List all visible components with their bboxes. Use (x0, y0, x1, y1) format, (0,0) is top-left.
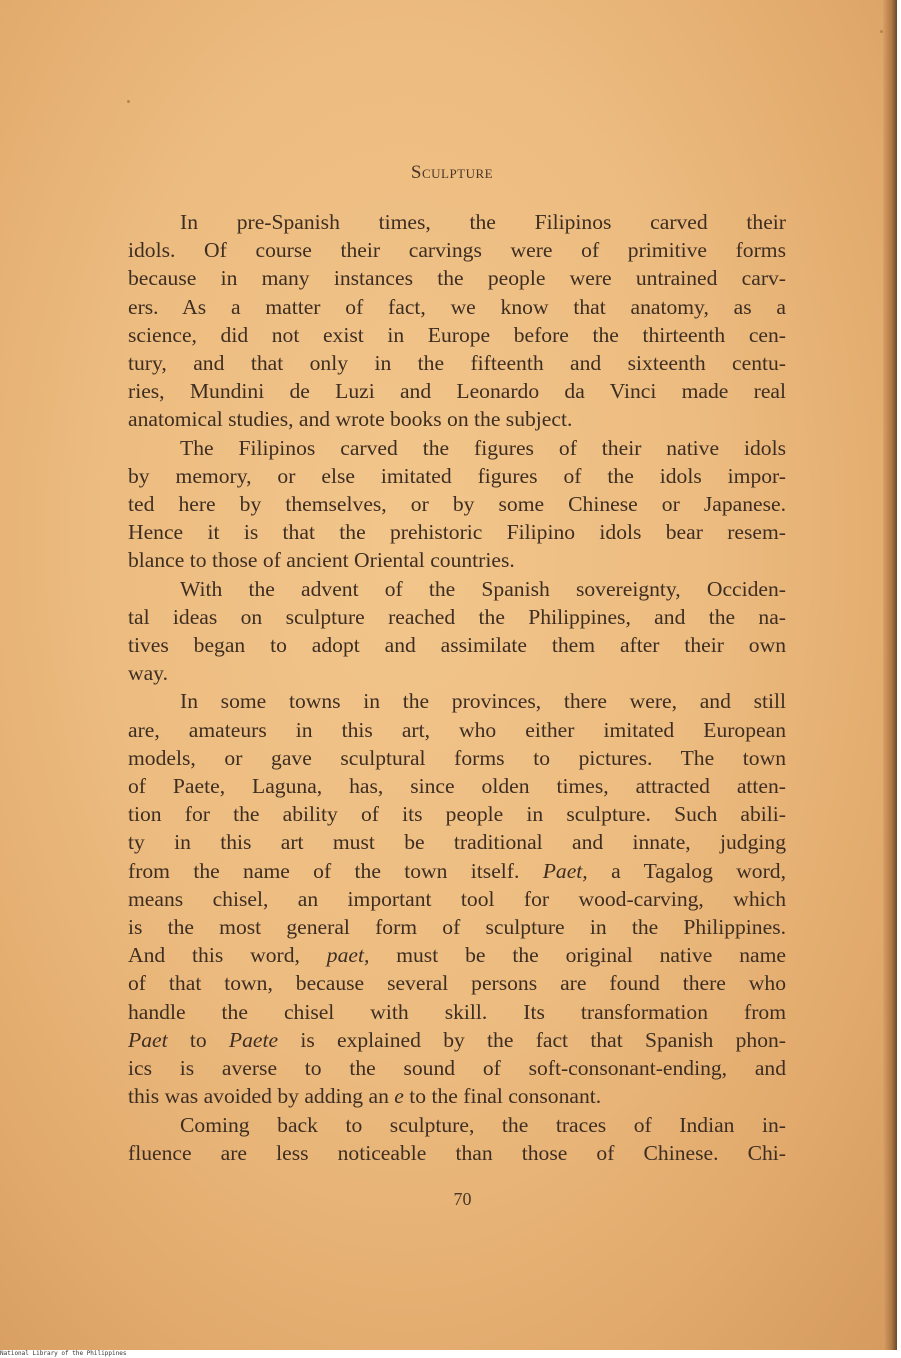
text-line: are, amateurs in this art, who either imitated European (128, 717, 786, 742)
page-title: Sculpture (410, 162, 494, 183)
text-line: science, did not exist in Europe before the thirteenth cen- (128, 322, 786, 347)
text-line: In some towns in the provinces, there were, and still (180, 689, 786, 714)
text-line: ers. As a matter of fact, we know that anatomy, as a (128, 294, 786, 319)
text-line: idols. Of course their carvings were of primitive forms (128, 238, 786, 263)
text-line: The Filipinos carved the figures of their native idols (180, 435, 786, 460)
paper-speck (127, 100, 130, 103)
paragraph (128, 434, 786, 575)
text-line: anatomical studies, and wrote books on the subject. (128, 407, 573, 432)
text-line: ted here by themselves, or by some Chinese or Japanese. (128, 492, 786, 517)
text-line: tury, and that only in the fifteenth and sixteenth centu- (128, 351, 786, 376)
page-number: 70 (453, 1189, 472, 1209)
text-line: ty in this art must be traditional and innate, judging (128, 830, 786, 855)
paragraph (128, 687, 786, 1110)
body-text (128, 208, 786, 1167)
text-line: by memory, or else imitated figures of the idols impor- (128, 463, 786, 488)
text-line: Paet to Paete is explained by the fact that Spanish phon- (128, 1027, 786, 1052)
text-line: of Paete, Laguna, has, since olden times, attracted atten- (128, 774, 786, 799)
paragraph (128, 575, 786, 688)
text-line: Hence it is that the prehistoric Filipino idols bear resem- (128, 520, 786, 545)
text-line: tion for the ability of its people in sculpture. Such abili- (128, 802, 786, 827)
text-line: ics is averse to the sound of soft-consonant-ending, and (128, 1056, 786, 1081)
text-line: And this word, paet, must be the original native name (128, 943, 786, 968)
text-line: way. (128, 661, 168, 686)
text-line: because in many instances the people were untrained carv- (128, 266, 786, 291)
text-line: from the name of the town itself. Paet, a Tagalog word, (128, 858, 786, 883)
text-line: this was avoided by adding an e to the final consonant. (128, 1084, 602, 1109)
footer-strip (0, 1350, 901, 1358)
text-line: models, or gave sculptural forms to pictures. The town (128, 745, 786, 770)
text-line: Coming back to sculpture, the traces of Indian in- (180, 1112, 786, 1137)
text-line: handle the chisel with skill. Its transformation from (128, 999, 786, 1024)
paragraph (128, 1111, 786, 1167)
text-line: of that town, because several persons are found there who (128, 971, 786, 996)
text-line: means chisel, an important tool for wood-carving, which (128, 886, 786, 911)
library-credit: National Library of the Philippines (0, 1350, 127, 1357)
text-line: fluence are less noticeable than those of Chinese. Chi- (128, 1140, 786, 1165)
text-line: In pre-Spanish times, the Filipinos carved their (180, 210, 786, 234)
text-line: tives began to adopt and assimilate them after their own (128, 633, 786, 658)
text-line: tal ideas on sculpture reached the Philippines, and the na- (128, 604, 786, 629)
text-line: With the advent of the Spanish sovereignty, Occiden- (180, 576, 786, 601)
page-edge-shadow (883, 0, 897, 1350)
text-line: is the most general form of sculpture in the Philippines. (128, 915, 786, 940)
paper-speck (880, 30, 883, 33)
paragraph (128, 208, 786, 434)
text-line: ries, Mundini de Luzi and Leonardo da Vinci made real (128, 379, 786, 404)
text-line: blance to those of ancient Oriental countries. (128, 548, 515, 573)
